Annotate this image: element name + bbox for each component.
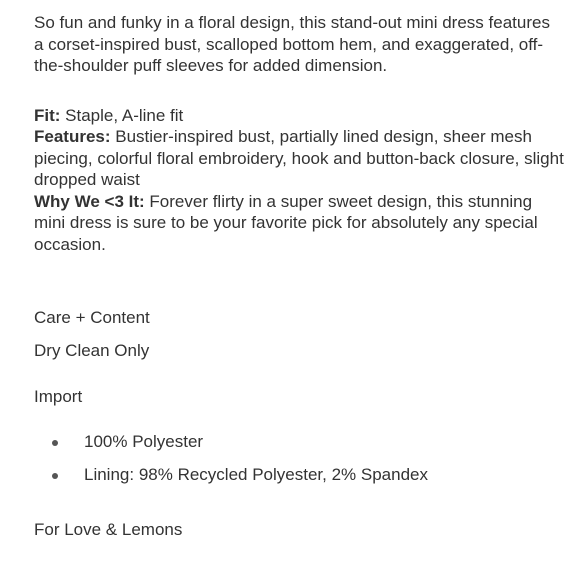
fit-value: Staple, A-line fit [60,105,184,125]
product-details [34,105,564,256]
material-text: 100% Polyester [84,432,204,451]
product-description: So fun and funky in a floral design, this stand-out mini dress features a corset-inspired bust, scalloped bottom hem, and exaggerated, off-the-shoulder puff sleeves for added dimension. [34,13,550,75]
material-text: Lining: 98% Recycled Polyester, 2% Spandex [84,465,428,484]
fit-label: Fit: [34,105,61,125]
features-value: Bustier-inspired bust, partially lined design, sheer mesh piecing, colorful floral embroidery, hook and button-back closure, slight dropped waist [34,127,564,189]
features-line [34,126,564,191]
why-we-love-it-line [34,191,564,256]
bullet-icon [52,473,58,479]
list-item [34,465,428,498]
why-label: Why We <3 It: [34,191,145,211]
origin-text: Import [34,387,83,406]
why-value: Forever flirty in a super sweet design, this stunning mini dress is sure to be your favorite pick for absolutely any special occasion. [34,191,538,254]
care-instruction: Dry Clean Only [34,341,150,360]
list-item [34,432,428,465]
features-label: Features: [34,127,111,146]
brand-name: For Love & Lemons [34,520,183,539]
product-description-page [34,12,564,539]
care-content-heading: Care + Content [34,308,150,327]
bullet-icon [52,440,58,446]
fit-line [34,105,564,127]
materials-list [34,432,428,498]
